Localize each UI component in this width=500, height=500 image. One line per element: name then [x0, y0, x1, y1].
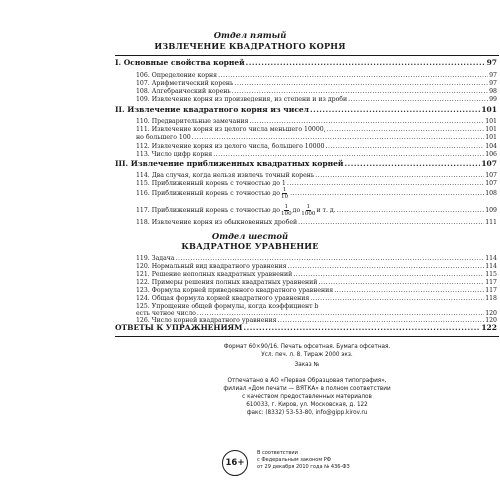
toc-page-number: 114 — [485, 255, 497, 262]
section-5-label: Отдел пятый — [213, 30, 287, 40]
dot-leader — [249, 118, 484, 125]
toc-entry-text: 112. Извлечение корня из целого числа, большего 10000 — [136, 143, 325, 150]
toc-entry — [115, 151, 497, 158]
toc-entry-text: 120. Нормальный вид квадратного уравнения — [136, 263, 287, 270]
toc-page-number: 109 — [485, 207, 497, 214]
toc-page-number: 97 — [489, 72, 497, 79]
toc-entry-text: но большего 100 — [136, 134, 191, 141]
imprint-line: Усл. печ. л. 8. Тираж 2000 экз. — [261, 352, 353, 358]
toc-entry — [115, 143, 497, 150]
dot-leader — [334, 287, 484, 294]
toc-entry — [115, 134, 497, 141]
imprint-line: Формат 60×90/16. Печать офсетная. Бумага офсетная. — [223, 344, 391, 350]
divider — [115, 55, 499, 56]
toc-page-number: 101 — [485, 118, 497, 125]
dot-leader — [234, 80, 488, 87]
toc-entry-text: и т. д. — [316, 207, 336, 214]
toc-page-number: 99 — [489, 96, 497, 103]
toc-entry-116 — [115, 187, 497, 200]
toc-entry — [115, 105, 497, 114]
section-6-title: КВАДРАТНОЕ УРАВНЕНИЕ — [181, 241, 319, 251]
divider — [115, 336, 499, 337]
dot-leader — [176, 255, 485, 262]
dot-leader — [293, 271, 484, 278]
law-notice-line: от 29 декабря 2010 года № 436-ФЗ — [257, 464, 350, 470]
toc-entry — [115, 118, 497, 125]
dot-leader — [246, 58, 486, 67]
toc-entry — [115, 96, 497, 103]
dot-leader — [218, 72, 488, 79]
dot-leader — [337, 207, 485, 214]
toc-entry — [115, 159, 497, 168]
toc-page-number: 108 — [485, 190, 497, 197]
toc-entry — [115, 310, 497, 317]
imprint-line: Заказ № — [294, 362, 320, 368]
toc-entry-text: 119. Задача — [136, 255, 175, 262]
toc-entry — [115, 271, 497, 278]
toc-page-number: 111 — [485, 219, 497, 226]
toc-page-number: 107 — [485, 172, 497, 179]
fraction — [281, 187, 288, 200]
toc-entry-text: 113. Число цифр корня — [136, 151, 213, 158]
imprint-line: факс: (8332) 53-53-80, info@gipp.kirov.ru — [246, 410, 368, 416]
dot-leader — [344, 159, 480, 168]
dot-leader — [197, 310, 484, 317]
toc-entry-text: 121. Решение неполных квадратных уравнений — [136, 271, 293, 278]
toc-entry-text: 125. Упрощение общей формулы, когда коэффициент b — [136, 303, 319, 310]
toc-entry — [115, 172, 497, 179]
toc-page-number: 101 — [485, 126, 497, 133]
toc-page-number: 98 — [489, 88, 497, 95]
dot-leader — [315, 172, 484, 179]
toc-entry — [115, 58, 497, 67]
imprint-line: 610033, г. Киров, ул. Московская, д. 122 — [246, 402, 368, 408]
toc-entry — [115, 88, 497, 95]
dot-leader — [318, 279, 484, 286]
age-rating-badge — [222, 450, 248, 476]
toc-page-number: 106 — [485, 151, 497, 158]
age-rating-text: 16+ — [225, 458, 245, 468]
toc-entry — [115, 126, 497, 133]
toc-entry-text: 124. Общая формула корней квадратного уравнения — [136, 295, 310, 302]
toc-page-number: 117 — [485, 279, 497, 286]
toc-entry-text: 122. Примеры решения полных квадратных уравнений — [136, 279, 318, 286]
fraction-denominator: 10 — [280, 194, 289, 200]
toc-entry-text: 107. Арифметический корень — [136, 80, 234, 87]
toc-entry — [115, 287, 497, 294]
fraction-numerator: 1 — [306, 204, 311, 210]
section-6-label: Отдел шестой — [211, 231, 289, 241]
toc-page-number: 107 — [485, 180, 497, 187]
toc-page-number: 118 — [485, 295, 497, 302]
toc-page-number: 120 — [485, 310, 497, 317]
toc-entry-text: 114. Два случая, когда нельзя извлечь точный корень — [136, 172, 315, 179]
dot-leader — [213, 151, 484, 158]
fraction — [281, 204, 292, 217]
dot-leader — [243, 323, 480, 332]
toc-entry — [115, 279, 497, 286]
toc-entry-text: I. Основные свойства корней — [115, 58, 245, 67]
toc-page-number: 97 — [486, 58, 497, 67]
dot-leader — [192, 134, 484, 141]
toc-page-number: 104 — [485, 143, 497, 150]
toc-entry-text: 123. Формула корней приведенного квадратного уравнения — [136, 287, 334, 294]
toc-page-number: 101 — [485, 134, 497, 141]
toc-entry-text: 116. Приближенный корень с точностью до — [136, 190, 280, 197]
toc-entry-text: 117. Приближенный корень с точностью до — [136, 207, 280, 214]
toc-entry-text: III. Извлечение приближенных квадратных корней — [115, 159, 344, 168]
toc-entry-text: 115. Приближенный корень с точностью до 1 — [136, 180, 286, 187]
dot-leader — [298, 219, 484, 226]
fraction-denominator: 100 — [280, 211, 292, 217]
imprint-line: с качеством предоставленных материалов — [242, 394, 372, 400]
section-5-title: ИЗВЛЕЧЕНИЕ КВАДРАТНОГО КОРНЯ — [154, 41, 346, 51]
toc-page-number: 101 — [481, 105, 497, 114]
dot-leader — [288, 263, 485, 270]
toc-page-number: 97 — [489, 80, 497, 87]
law-notice-line: с Федеральным законом РФ — [257, 457, 332, 463]
toc-entry — [115, 180, 497, 187]
fraction-denominator: 1000 — [301, 211, 316, 217]
toc-entry — [115, 303, 497, 310]
toc-entry-text: 126. Число корней квадратного уравнения — [136, 317, 277, 324]
dot-leader — [232, 88, 488, 95]
imprint-line: Отпечатано в АО «Первая Образцовая типография», — [227, 378, 387, 384]
toc-entry-text: ОТВЕТЫ К УПРАЖНЕНИЯМ — [115, 323, 243, 332]
toc-entry-text: 118. Извлечение корня из обыкновенных дробей — [136, 219, 298, 226]
toc-entry — [115, 295, 497, 302]
fraction-numerator: 1 — [282, 187, 287, 193]
toc-entry-text: II. Извлечение квадратного корня из чисел — [115, 105, 309, 114]
dot-leader — [290, 190, 484, 197]
toc-page-number: 122 — [481, 323, 497, 332]
dot-leader — [348, 96, 488, 103]
fraction-numerator: 1 — [284, 204, 289, 210]
dot-leader — [327, 126, 484, 133]
dot-leader — [310, 295, 484, 302]
toc-entry-text: 106. Определение корня — [136, 72, 218, 79]
dot-leader — [287, 180, 484, 187]
toc-page-number: 117 — [485, 287, 497, 294]
toc-entry-117 — [115, 204, 497, 217]
fraction — [301, 204, 315, 217]
toc-entry-text: 111. Извлечение корня из целого числа меньшего 10000, — [136, 126, 326, 133]
toc-page-number: 107 — [481, 159, 497, 168]
toc-entry — [115, 255, 497, 262]
toc-page-number: 115 — [485, 271, 497, 278]
toc-entry — [115, 72, 497, 79]
law-notice-line: В соответствии — [257, 450, 298, 456]
toc-entry-118 — [115, 219, 497, 226]
toc-entry — [115, 263, 497, 270]
toc-entry-text: 108. Алгебраический корень — [136, 88, 231, 95]
dot-leader — [325, 143, 484, 150]
dot-leader — [310, 105, 480, 114]
imprint-line: филиал «Дом печати — ВЯТКА» в полном соответствии — [223, 386, 391, 392]
toc-entry-answers — [115, 323, 497, 332]
toc-entry — [115, 80, 497, 87]
toc-entry-text: до — [292, 207, 301, 214]
toc-page-number: 114 — [485, 263, 497, 270]
toc-page-number: 120 — [485, 317, 497, 324]
toc-entry-text: есть четное число — [136, 310, 196, 317]
toc-entry-text: 110. Предварительные замечания — [136, 118, 249, 125]
toc-entry-text: 109. Извлечение корня из произведения, из степени и из дроби — [136, 96, 348, 103]
